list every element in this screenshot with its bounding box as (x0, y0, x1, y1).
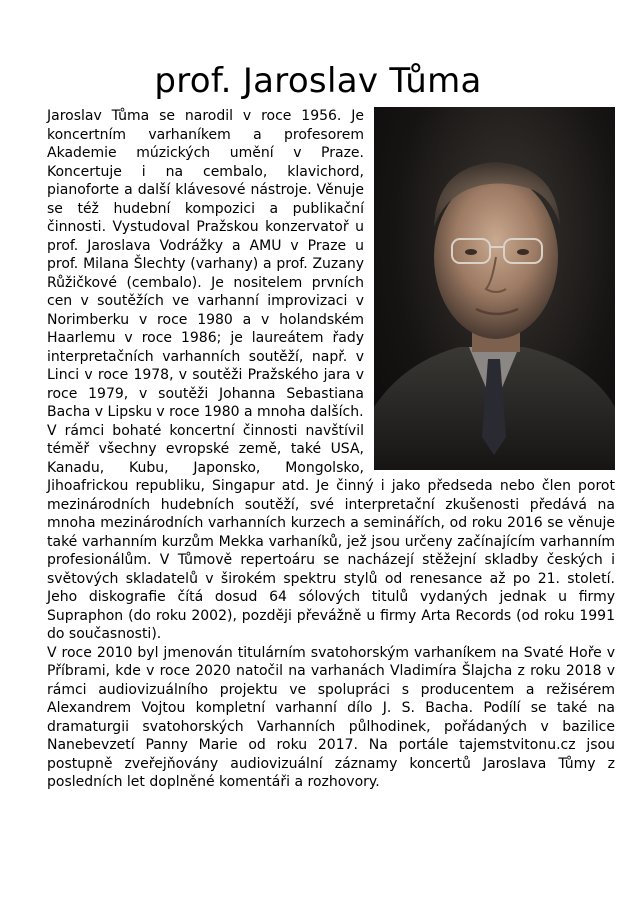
portrait-photo (374, 107, 615, 470)
paragraph-svata-hora: V roce 2010 byl jmenován titulárním svatohorským varhaníkem na Svaté Hoře v Příbrami, kde v roce 2020 natočil na varhanách Vladimíra Šlajcha z roku 2018 v rámci audiovizuálního projektu ve spolupráci s producentem a režisérem Alexandrem Vojtou kompletní varhanní dílo J. S. Bacha. Podílí se také na dramaturgii svatohorských Varhanních půlhodinek, pořádaných v bazilice Nanebevzetí Panny Marie od roku 2017. Na portále tajemstvitonu.cz jsou postupně zveřejňovány audiovizuální záznamy koncertů Jaroslava Tůmy z posledních let doplněné komentáři a rozhovory. (47, 644, 615, 790)
biography-text (47, 107, 615, 792)
paragraph-early-life: Jaroslav Tůma se narodil v roce 1956. Je koncertním varhaníkem a profesorem Akademie múzických umění v Praze. Koncertuje i na cembalo, klavichord, pianoforte a další klávesové nástroje. Věnuje se též hudební kompozici a publikační činnosti. Vystudoval Pražskou konzervatoř u prof. Jaroslava Vodrážky a AMU v Praze u prof. Milana Šlechty (varhany) a prof. Zuzany Růžičkové (cembalo). Je nositelem prvních cen v soutěžích ve varhanní improvizaci v Norimberku v roce 1980 a v holandském Haarlemu v roce 1986; je laureátem řady interpretačních varhanních soutěží, např. v Linci v roce 1978, v soutěži Pražského jara v roce 1979, v soutěži Johanna Sebastiana Bacha v Lipsku v roce 1980 a mnoha dalších. (47, 108, 364, 420)
paragraph-concert-activity: V rámci bohaté koncertní činnosti navštívil téměř všechny evropské země, také USA, Kanadu, Kubu, Japonsko, Mongolsko, Jihoafrickou republiku, Singapur atd. Je činný i jako předseda nebo člen porot mezinárodních hudebních soutěží, své interpretační zkušenosti předává na mnoha mezinárodních varhanních kurzech a seminářích, od roku 2016 se věnuje také varhanním kurzům Mekka varhaníků, jež jsou určeny začínajícím varhanním profesionálům. V Tůmově repertoáru se nacházejí stěžejní skladby českých i světových skladatelů v širokém spektru stylů od renesance až po 21. století. Jeho diskografie čítá dosud 64 sólových titulů vydaných jednak u firmy Supraphon (do roku 2002), později převážně u firmy Arta Records (od roku 1991 do současnosti). (47, 422, 615, 642)
page-title: prof. Jaroslav Tůma (154, 60, 482, 101)
portrait-illustration (374, 107, 615, 470)
